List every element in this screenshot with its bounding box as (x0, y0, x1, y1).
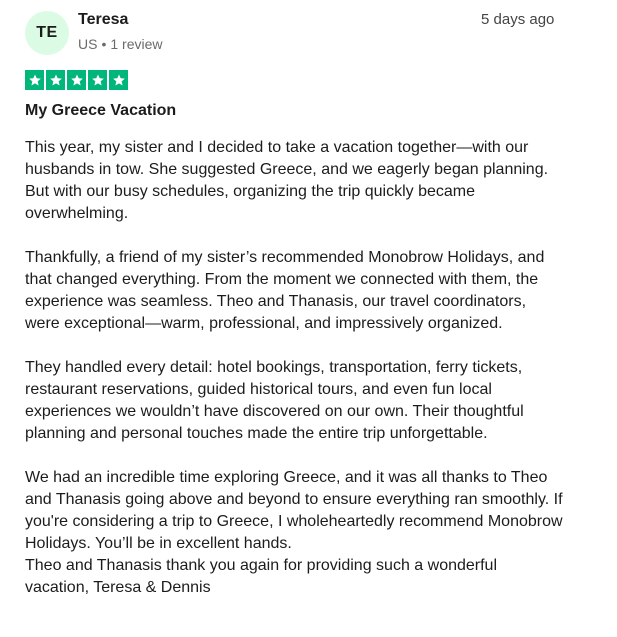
reviewer-meta (78, 36, 163, 52)
review-paragraph: Theo and Thanasis thank you again for providing such a wonderful vacation, Teresa & Dennis (25, 557, 498, 596)
star-icon (109, 70, 128, 90)
review-paragraph: We had an incredible time exploring Greece, and it was all thanks to Theo and Thanasis going above and beyond to ensure everything ran smoothly. If you're considering a trip to Greece, I wholeheartedly recommend Monobrow Holidays. You’ll be in excellent hands. (25, 469, 563, 552)
meta-separator: • (101, 36, 107, 52)
star-icon (46, 70, 65, 90)
avatar[interactable] (25, 11, 69, 55)
review-body (25, 137, 565, 599)
reviewer-name[interactable]: Teresa (78, 11, 129, 28)
reviewer-review-count[interactable]: 1 review (110, 36, 163, 52)
reviewer-country: US (78, 36, 98, 52)
review-title[interactable]: My Greece Vacation (25, 102, 177, 119)
star-rating (25, 70, 128, 90)
star-icon (25, 70, 44, 90)
star-icon (67, 70, 86, 90)
review-paragraph: They handled every detail: hotel bookings, transportation, ferry tickets, restaurant reservations, guided historical tours, and even fun local experiences we wouldn’t have discovered on our own. Their thoughtful planning and personal touches made the entire trip unforgettable. (25, 359, 524, 442)
review-date: 5 days ago (481, 11, 555, 28)
review-paragraph: This year, my sister and I decided to take a vacation together—with our husbands in tow. She suggested Greece, and we eagerly began planning. But with our busy schedules, organizing the trip quickly became overwhelming. (25, 139, 549, 222)
review-paragraph: Thankfully, a friend of my sister’s recommended Monobrow Holidays, and that changed everything. From the moment we connected with them, the experience was seamless. Theo and Thanasis, our travel coordinators, were exceptional—warm, professional, and impressively organized. (25, 249, 545, 332)
star-icon (88, 70, 107, 90)
avatar-initials: TE (36, 24, 58, 41)
